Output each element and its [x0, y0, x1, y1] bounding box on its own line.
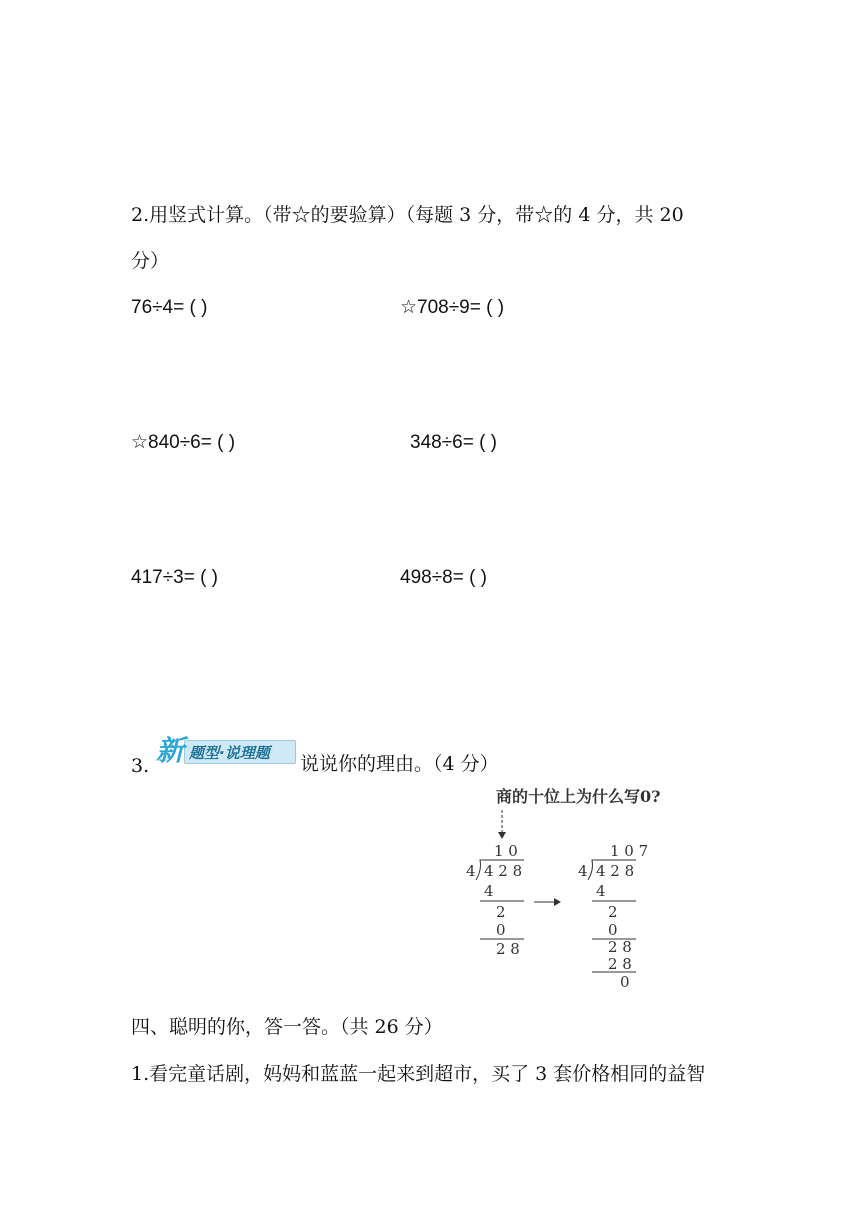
right-step: 0: [608, 921, 618, 939]
right-step: 2: [608, 903, 618, 921]
problem-498-div-8: 498÷8= ( ): [400, 567, 488, 588]
problem-348-div-6: 348÷6= ( ): [410, 432, 498, 453]
right-step: 2 8: [608, 955, 632, 973]
figure-question: 商的十位上为什么写0?: [496, 787, 661, 806]
left-quotient: 1 0: [494, 842, 518, 860]
section2-title-line2: 分）: [131, 250, 170, 272]
badge-big-character: 新: [156, 734, 184, 767]
section3-number: 3.: [131, 755, 150, 777]
arrow-head-down: [498, 832, 506, 839]
right-dividend: 4 2 8: [596, 862, 635, 880]
right-divisor: 4: [578, 862, 588, 880]
section3-prompt: 说说你的理由。（4 分）: [300, 753, 499, 775]
section2-title-line1: 2.用竖式计算。（带☆的要验算）（每题 3 分，带☆的 4 分，共 20: [131, 204, 684, 226]
left-step: 2: [496, 903, 506, 921]
right-quotient: 1 0 7: [610, 842, 649, 860]
left-step: 0: [496, 921, 506, 939]
right-step: 4: [596, 882, 606, 900]
section4-question1: 1.看完童话剧，妈妈和蓝蓝一起来到超市，买了 3 套价格相同的益智: [131, 1063, 706, 1085]
left-dividend: 4 2 8: [484, 862, 523, 880]
left-divisor: 4: [466, 862, 476, 880]
section4-title: 四、聪明的你，答一答。（共 26 分）: [131, 1016, 443, 1038]
badge-label: 题型·说理题: [184, 740, 296, 764]
left-step: 2 8: [496, 940, 520, 958]
problem-708-div-9: ☆708÷9= ( ): [400, 297, 505, 318]
right-step: 0: [620, 973, 630, 991]
long-division-figure: [462, 784, 702, 994]
right-step: 2 8: [608, 938, 632, 956]
problem-76-div-4: 76÷4= ( ): [131, 297, 208, 318]
left-step: 4: [484, 882, 494, 900]
transform-arrow-head: [554, 898, 561, 906]
problem-840-div-6: ☆840÷6= ( ): [131, 432, 236, 453]
new-question-type-badge: [156, 736, 298, 768]
problem-417-div-3: 417÷3= ( ): [131, 567, 219, 588]
